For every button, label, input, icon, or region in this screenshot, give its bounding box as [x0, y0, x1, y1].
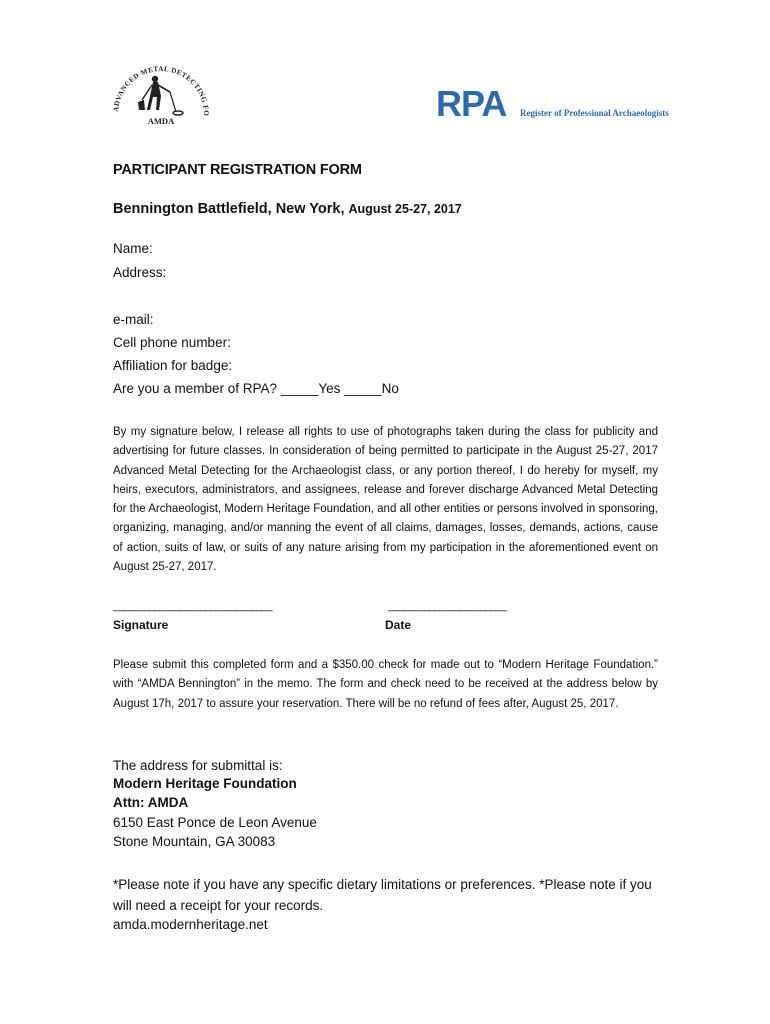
mailing-attention: Attn: AMDA	[113, 795, 189, 810]
email-field-label: e-mail:	[113, 312, 154, 327]
mailing-address-intro: The address for submittal is:	[113, 758, 283, 773]
amda-ring-text: ADVANCED METAL DETECTING FO	[111, 64, 211, 117]
rpa-logo	[436, 83, 669, 124]
release-paragraph: By my signature below, I release all rights to use of photographs taken during the class for publicity and advertising for future classes. In consideration of being permitted to participate in the August 25-27, 2017 Advanced Metal Detecting for the Archaeologist class, or any portion thereof, I do hereby for myself, my heirs, executors, administrators, and assignees, release and forever discharge Advanced Metal Detecting for the Archaeologist, Modern Heritage Foundation, and all other entities or persons involved in sponsoring, organizing, managing, and/or manning the event of all claims, damages, losses, demands, actions, cause of action, suits of law, or suits of any nature arising from my participation in the aforementioned event on August 25-27, 2017.	[113, 426, 658, 574]
event-dates: August 25-27, 2017	[348, 202, 462, 216]
mailing-org-name: Modern Heritage Foundation	[113, 776, 297, 791]
date-line: _______________________	[388, 600, 506, 612]
rpa-logo-letters: RPA	[436, 83, 507, 124]
date-label: Date	[385, 618, 412, 632]
event-location: Bennington Battlefield, New York,	[113, 201, 345, 217]
name-field-label: Name:	[113, 241, 153, 256]
submission-instructions: Please submit this completed form and a $350.00 check for made out to “Modern Heritage Foundation.” with “AMDA Bennington” in the memo. The form and check need to be received at the address below by August 17h, 2017 to assure your reservation. There will be no refund of fees after, August 25, 2017.	[113, 659, 658, 710]
cell-phone-field-label: Cell phone number:	[113, 335, 231, 350]
signature-line: _______________________________	[113, 600, 272, 612]
rpa-membership-question: Are you a member of RPA? _____Yes _____No	[113, 381, 399, 396]
amda-logo-label: AMDA	[147, 116, 175, 126]
signature-label: Signature	[113, 618, 169, 632]
rpa-logo-subtitle: Register of Professional Archaeologists	[520, 108, 669, 118]
mailing-street: 6150 East Ponce de Leon Avenue	[113, 815, 317, 830]
dietary-receipt-note: *Please note if you have any specific dietary limitations or preferences. *Please note if you will need a receipt for your records.	[113, 877, 652, 913]
mailing-city: Stone Mountain, GA 30083	[113, 834, 276, 849]
metal-detectorist-icon	[138, 76, 183, 115]
website-link[interactable]: amda.modernheritage.net	[113, 917, 268, 932]
event-heading	[113, 201, 462, 217]
form-title: PARTICIPANT REGISTRATION FORM	[113, 162, 362, 178]
address-field-label: Address:	[113, 265, 167, 280]
badge-affiliation-field-label: Affiliation for badge:	[113, 358, 233, 373]
amda-logo	[108, 52, 214, 132]
